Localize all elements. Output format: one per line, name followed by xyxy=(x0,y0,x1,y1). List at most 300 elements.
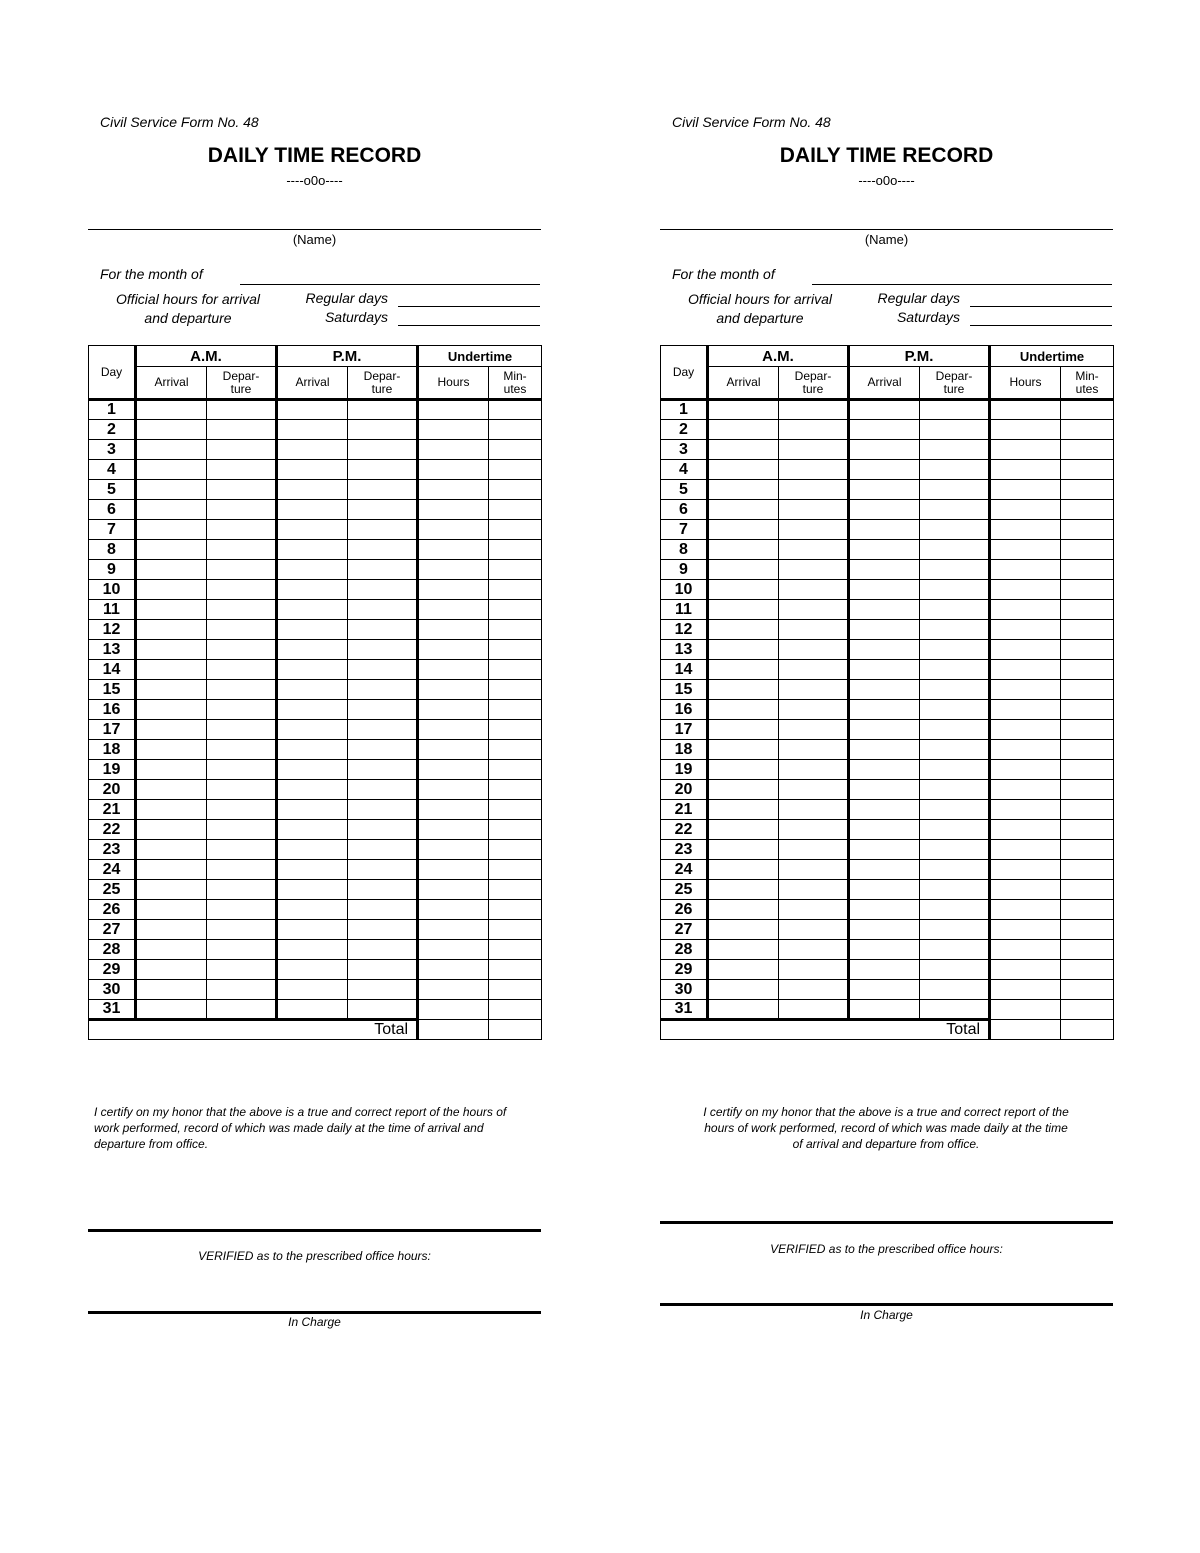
undertime-minutes-cell[interactable] xyxy=(1061,500,1114,520)
pm-arrival-cell[interactable] xyxy=(849,800,920,820)
undertime-minutes-cell[interactable] xyxy=(1061,520,1114,540)
undertime-hours-cell[interactable] xyxy=(990,940,1061,960)
month-field[interactable] xyxy=(240,284,540,285)
am-arrival-cell[interactable] xyxy=(136,880,207,900)
am-arrival-cell[interactable] xyxy=(708,1000,779,1020)
pm-departure-cell[interactable] xyxy=(348,720,418,740)
undertime-hours-cell[interactable] xyxy=(990,700,1061,720)
am-arrival-cell[interactable] xyxy=(136,800,207,820)
am-departure-cell[interactable] xyxy=(207,660,277,680)
pm-arrival-cell[interactable] xyxy=(849,560,920,580)
total-hours-cell[interactable] xyxy=(990,1020,1061,1040)
pm-departure-cell[interactable] xyxy=(920,440,990,460)
am-arrival-cell[interactable] xyxy=(136,840,207,860)
undertime-minutes-cell[interactable] xyxy=(489,980,542,1000)
undertime-minutes-cell[interactable] xyxy=(489,740,542,760)
am-arrival-cell[interactable] xyxy=(136,700,207,720)
pm-arrival-cell[interactable] xyxy=(849,720,920,740)
pm-arrival-cell[interactable] xyxy=(849,400,920,420)
pm-arrival-cell[interactable] xyxy=(849,740,920,760)
am-departure-cell[interactable] xyxy=(779,580,849,600)
pm-departure-cell[interactable] xyxy=(920,700,990,720)
am-arrival-cell[interactable] xyxy=(136,640,207,660)
pm-arrival-cell[interactable] xyxy=(277,880,348,900)
pm-departure-cell[interactable] xyxy=(348,640,418,660)
pm-departure-cell[interactable] xyxy=(920,620,990,640)
undertime-hours-cell[interactable] xyxy=(418,560,489,580)
am-arrival-cell[interactable] xyxy=(136,760,207,780)
am-arrival-cell[interactable] xyxy=(136,540,207,560)
undertime-minutes-cell[interactable] xyxy=(489,460,542,480)
pm-arrival-cell[interactable] xyxy=(277,680,348,700)
pm-departure-cell[interactable] xyxy=(348,460,418,480)
am-departure-cell[interactable] xyxy=(779,880,849,900)
pm-arrival-cell[interactable] xyxy=(849,680,920,700)
undertime-hours-cell[interactable] xyxy=(418,860,489,880)
undertime-minutes-cell[interactable] xyxy=(1061,600,1114,620)
am-arrival-cell[interactable] xyxy=(708,460,779,480)
undertime-hours-cell[interactable] xyxy=(418,440,489,460)
am-departure-cell[interactable] xyxy=(779,600,849,620)
pm-departure-cell[interactable] xyxy=(348,880,418,900)
am-arrival-cell[interactable] xyxy=(708,880,779,900)
am-departure-cell[interactable] xyxy=(207,920,277,940)
pm-arrival-cell[interactable] xyxy=(849,480,920,500)
am-departure-cell[interactable] xyxy=(779,960,849,980)
pm-arrival-cell[interactable] xyxy=(277,500,348,520)
pm-arrival-cell[interactable] xyxy=(849,520,920,540)
pm-arrival-cell[interactable] xyxy=(277,800,348,820)
am-arrival-cell[interactable] xyxy=(136,560,207,580)
in-charge-signature-line[interactable] xyxy=(660,1303,1113,1306)
undertime-hours-cell[interactable] xyxy=(418,640,489,660)
undertime-minutes-cell[interactable] xyxy=(489,760,542,780)
am-departure-cell[interactable] xyxy=(207,900,277,920)
pm-arrival-cell[interactable] xyxy=(277,900,348,920)
am-arrival-cell[interactable] xyxy=(708,640,779,660)
undertime-hours-cell[interactable] xyxy=(418,800,489,820)
undertime-hours-cell[interactable] xyxy=(418,820,489,840)
am-departure-cell[interactable] xyxy=(779,540,849,560)
am-departure-cell[interactable] xyxy=(779,780,849,800)
undertime-minutes-cell[interactable] xyxy=(1061,620,1114,640)
undertime-hours-cell[interactable] xyxy=(990,1000,1061,1020)
pm-departure-cell[interactable] xyxy=(348,760,418,780)
pm-departure-cell[interactable] xyxy=(920,800,990,820)
undertime-minutes-cell[interactable] xyxy=(489,520,542,540)
am-arrival-cell[interactable] xyxy=(136,980,207,1000)
am-departure-cell[interactable] xyxy=(779,560,849,580)
undertime-minutes-cell[interactable] xyxy=(489,880,542,900)
pm-departure-cell[interactable] xyxy=(920,740,990,760)
am-departure-cell[interactable] xyxy=(779,520,849,540)
am-arrival-cell[interactable] xyxy=(708,680,779,700)
undertime-hours-cell[interactable] xyxy=(418,980,489,1000)
am-arrival-cell[interactable] xyxy=(136,720,207,740)
pm-departure-cell[interactable] xyxy=(920,720,990,740)
am-departure-cell[interactable] xyxy=(207,980,277,1000)
am-departure-cell[interactable] xyxy=(207,540,277,560)
pm-departure-cell[interactable] xyxy=(348,1000,418,1020)
am-arrival-cell[interactable] xyxy=(708,940,779,960)
undertime-minutes-cell[interactable] xyxy=(489,620,542,640)
pm-departure-cell[interactable] xyxy=(920,1000,990,1020)
undertime-hours-cell[interactable] xyxy=(990,560,1061,580)
am-departure-cell[interactable] xyxy=(207,460,277,480)
pm-arrival-cell[interactable] xyxy=(849,600,920,620)
am-departure-cell[interactable] xyxy=(207,960,277,980)
undertime-minutes-cell[interactable] xyxy=(489,540,542,560)
pm-arrival-cell[interactable] xyxy=(849,640,920,660)
undertime-hours-cell[interactable] xyxy=(418,780,489,800)
undertime-minutes-cell[interactable] xyxy=(489,420,542,440)
pm-departure-cell[interactable] xyxy=(348,620,418,640)
undertime-hours-cell[interactable] xyxy=(990,580,1061,600)
am-departure-cell[interactable] xyxy=(779,760,849,780)
am-departure-cell[interactable] xyxy=(207,940,277,960)
undertime-minutes-cell[interactable] xyxy=(1061,840,1114,860)
undertime-minutes-cell[interactable] xyxy=(1061,760,1114,780)
pm-departure-cell[interactable] xyxy=(920,840,990,860)
undertime-hours-cell[interactable] xyxy=(990,720,1061,740)
undertime-minutes-cell[interactable] xyxy=(489,660,542,680)
am-departure-cell[interactable] xyxy=(207,700,277,720)
pm-departure-cell[interactable] xyxy=(920,860,990,880)
am-arrival-cell[interactable] xyxy=(136,600,207,620)
am-arrival-cell[interactable] xyxy=(136,660,207,680)
undertime-minutes-cell[interactable] xyxy=(1061,1000,1114,1020)
am-departure-cell[interactable] xyxy=(779,800,849,820)
pm-arrival-cell[interactable] xyxy=(849,780,920,800)
am-departure-cell[interactable] xyxy=(207,740,277,760)
am-departure-cell[interactable] xyxy=(207,880,277,900)
pm-arrival-cell[interactable] xyxy=(849,960,920,980)
pm-departure-cell[interactable] xyxy=(348,520,418,540)
am-arrival-cell[interactable] xyxy=(136,580,207,600)
pm-departure-cell[interactable] xyxy=(348,860,418,880)
undertime-minutes-cell[interactable] xyxy=(1061,780,1114,800)
undertime-hours-cell[interactable] xyxy=(990,640,1061,660)
am-arrival-cell[interactable] xyxy=(136,820,207,840)
undertime-minutes-cell[interactable] xyxy=(489,780,542,800)
undertime-hours-cell[interactable] xyxy=(418,660,489,680)
undertime-minutes-cell[interactable] xyxy=(489,920,542,940)
am-arrival-cell[interactable] xyxy=(136,860,207,880)
pm-arrival-cell[interactable] xyxy=(277,860,348,880)
pm-departure-cell[interactable] xyxy=(920,900,990,920)
undertime-hours-cell[interactable] xyxy=(418,1000,489,1020)
am-arrival-cell[interactable] xyxy=(708,520,779,540)
am-departure-cell[interactable] xyxy=(207,600,277,620)
pm-departure-cell[interactable] xyxy=(920,480,990,500)
undertime-hours-cell[interactable] xyxy=(418,600,489,620)
am-departure-cell[interactable] xyxy=(207,500,277,520)
pm-arrival-cell[interactable] xyxy=(849,620,920,640)
pm-departure-cell[interactable] xyxy=(920,880,990,900)
pm-arrival-cell[interactable] xyxy=(277,940,348,960)
pm-departure-cell[interactable] xyxy=(920,640,990,660)
undertime-hours-cell[interactable] xyxy=(418,480,489,500)
undertime-hours-cell[interactable] xyxy=(418,720,489,740)
undertime-minutes-cell[interactable] xyxy=(1061,660,1114,680)
undertime-hours-cell[interactable] xyxy=(990,920,1061,940)
pm-departure-cell[interactable] xyxy=(348,700,418,720)
undertime-hours-cell[interactable] xyxy=(418,500,489,520)
pm-arrival-cell[interactable] xyxy=(277,980,348,1000)
saturdays-field[interactable] xyxy=(398,325,540,326)
undertime-minutes-cell[interactable] xyxy=(1061,640,1114,660)
am-arrival-cell[interactable] xyxy=(136,900,207,920)
am-departure-cell[interactable] xyxy=(779,400,849,420)
am-arrival-cell[interactable] xyxy=(708,560,779,580)
pm-departure-cell[interactable] xyxy=(920,520,990,540)
undertime-hours-cell[interactable] xyxy=(990,780,1061,800)
undertime-minutes-cell[interactable] xyxy=(489,580,542,600)
am-arrival-cell[interactable] xyxy=(136,920,207,940)
regular-days-field[interactable] xyxy=(398,306,540,307)
am-arrival-cell[interactable] xyxy=(136,680,207,700)
undertime-hours-cell[interactable] xyxy=(990,480,1061,500)
pm-departure-cell[interactable] xyxy=(348,660,418,680)
am-departure-cell[interactable] xyxy=(779,860,849,880)
undertime-minutes-cell[interactable] xyxy=(489,800,542,820)
undertime-minutes-cell[interactable] xyxy=(1061,980,1114,1000)
am-departure-cell[interactable] xyxy=(207,620,277,640)
undertime-hours-cell[interactable] xyxy=(418,940,489,960)
pm-arrival-cell[interactable] xyxy=(849,880,920,900)
pm-arrival-cell[interactable] xyxy=(277,440,348,460)
pm-arrival-cell[interactable] xyxy=(277,780,348,800)
pm-arrival-cell[interactable] xyxy=(277,840,348,860)
am-arrival-cell[interactable] xyxy=(136,1000,207,1020)
pm-arrival-cell[interactable] xyxy=(849,660,920,680)
undertime-hours-cell[interactable] xyxy=(990,740,1061,760)
am-departure-cell[interactable] xyxy=(207,780,277,800)
pm-arrival-cell[interactable] xyxy=(849,440,920,460)
pm-arrival-cell[interactable] xyxy=(277,920,348,940)
undertime-minutes-cell[interactable] xyxy=(489,720,542,740)
pm-departure-cell[interactable] xyxy=(920,920,990,940)
am-departure-cell[interactable] xyxy=(207,860,277,880)
am-arrival-cell[interactable] xyxy=(708,800,779,820)
am-departure-cell[interactable] xyxy=(779,660,849,680)
pm-departure-cell[interactable] xyxy=(920,760,990,780)
pm-arrival-cell[interactable] xyxy=(849,980,920,1000)
undertime-hours-cell[interactable] xyxy=(418,840,489,860)
undertime-minutes-cell[interactable] xyxy=(489,480,542,500)
am-arrival-cell[interactable] xyxy=(136,620,207,640)
pm-arrival-cell[interactable] xyxy=(849,900,920,920)
undertime-hours-cell[interactable] xyxy=(418,540,489,560)
month-field[interactable] xyxy=(812,284,1112,285)
name-field[interactable] xyxy=(660,229,1113,230)
pm-departure-cell[interactable] xyxy=(920,420,990,440)
undertime-minutes-cell[interactable] xyxy=(1061,940,1114,960)
pm-departure-cell[interactable] xyxy=(348,600,418,620)
pm-arrival-cell[interactable] xyxy=(277,660,348,680)
am-arrival-cell[interactable] xyxy=(708,700,779,720)
undertime-minutes-cell[interactable] xyxy=(1061,860,1114,880)
pm-departure-cell[interactable] xyxy=(920,980,990,1000)
pm-arrival-cell[interactable] xyxy=(277,580,348,600)
pm-departure-cell[interactable] xyxy=(348,400,418,420)
am-arrival-cell[interactable] xyxy=(708,840,779,860)
undertime-hours-cell[interactable] xyxy=(990,760,1061,780)
am-arrival-cell[interactable] xyxy=(708,720,779,740)
pm-departure-cell[interactable] xyxy=(920,540,990,560)
undertime-minutes-cell[interactable] xyxy=(489,1000,542,1020)
am-departure-cell[interactable] xyxy=(207,760,277,780)
total-minutes-cell[interactable] xyxy=(489,1020,542,1040)
pm-arrival-cell[interactable] xyxy=(277,400,348,420)
am-departure-cell[interactable] xyxy=(779,900,849,920)
am-arrival-cell[interactable] xyxy=(136,480,207,500)
pm-departure-cell[interactable] xyxy=(348,500,418,520)
undertime-hours-cell[interactable] xyxy=(990,680,1061,700)
am-departure-cell[interactable] xyxy=(779,640,849,660)
total-minutes-cell[interactable] xyxy=(1061,1020,1114,1040)
pm-departure-cell[interactable] xyxy=(920,400,990,420)
am-departure-cell[interactable] xyxy=(779,420,849,440)
am-departure-cell[interactable] xyxy=(207,800,277,820)
pm-arrival-cell[interactable] xyxy=(277,760,348,780)
am-departure-cell[interactable] xyxy=(779,920,849,940)
pm-arrival-cell[interactable] xyxy=(277,620,348,640)
pm-departure-cell[interactable] xyxy=(920,460,990,480)
undertime-minutes-cell[interactable] xyxy=(1061,560,1114,580)
am-departure-cell[interactable] xyxy=(207,440,277,460)
am-arrival-cell[interactable] xyxy=(708,760,779,780)
am-departure-cell[interactable] xyxy=(779,480,849,500)
undertime-minutes-cell[interactable] xyxy=(1061,720,1114,740)
am-arrival-cell[interactable] xyxy=(708,740,779,760)
am-departure-cell[interactable] xyxy=(779,500,849,520)
pm-departure-cell[interactable] xyxy=(348,440,418,460)
am-arrival-cell[interactable] xyxy=(708,860,779,880)
am-arrival-cell[interactable] xyxy=(708,660,779,680)
undertime-hours-cell[interactable] xyxy=(418,960,489,980)
pm-departure-cell[interactable] xyxy=(920,680,990,700)
undertime-minutes-cell[interactable] xyxy=(1061,820,1114,840)
am-departure-cell[interactable] xyxy=(207,640,277,660)
pm-arrival-cell[interactable] xyxy=(277,600,348,620)
am-departure-cell[interactable] xyxy=(779,1000,849,1020)
am-departure-cell[interactable] xyxy=(207,580,277,600)
am-departure-cell[interactable] xyxy=(779,440,849,460)
pm-departure-cell[interactable] xyxy=(348,800,418,820)
undertime-minutes-cell[interactable] xyxy=(489,900,542,920)
pm-arrival-cell[interactable] xyxy=(277,720,348,740)
undertime-hours-cell[interactable] xyxy=(990,840,1061,860)
am-departure-cell[interactable] xyxy=(779,680,849,700)
pm-departure-cell[interactable] xyxy=(348,900,418,920)
am-departure-cell[interactable] xyxy=(779,620,849,640)
pm-departure-cell[interactable] xyxy=(348,840,418,860)
am-departure-cell[interactable] xyxy=(207,680,277,700)
employee-signature-line[interactable] xyxy=(88,1229,541,1232)
undertime-minutes-cell[interactable] xyxy=(489,440,542,460)
am-arrival-cell[interactable] xyxy=(136,740,207,760)
am-departure-cell[interactable] xyxy=(207,400,277,420)
pm-departure-cell[interactable] xyxy=(920,600,990,620)
pm-arrival-cell[interactable] xyxy=(849,760,920,780)
undertime-hours-cell[interactable] xyxy=(990,520,1061,540)
pm-arrival-cell[interactable] xyxy=(277,540,348,560)
am-departure-cell[interactable] xyxy=(207,840,277,860)
am-arrival-cell[interactable] xyxy=(708,400,779,420)
undertime-hours-cell[interactable] xyxy=(990,800,1061,820)
pm-arrival-cell[interactable] xyxy=(277,820,348,840)
undertime-minutes-cell[interactable] xyxy=(489,960,542,980)
undertime-hours-cell[interactable] xyxy=(990,420,1061,440)
undertime-minutes-cell[interactable] xyxy=(1061,960,1114,980)
pm-arrival-cell[interactable] xyxy=(849,460,920,480)
am-arrival-cell[interactable] xyxy=(136,400,207,420)
undertime-hours-cell[interactable] xyxy=(990,600,1061,620)
pm-departure-cell[interactable] xyxy=(348,820,418,840)
am-arrival-cell[interactable] xyxy=(136,500,207,520)
pm-arrival-cell[interactable] xyxy=(277,460,348,480)
am-arrival-cell[interactable] xyxy=(708,480,779,500)
am-arrival-cell[interactable] xyxy=(708,820,779,840)
pm-arrival-cell[interactable] xyxy=(277,520,348,540)
pm-departure-cell[interactable] xyxy=(348,420,418,440)
am-departure-cell[interactable] xyxy=(779,940,849,960)
pm-arrival-cell[interactable] xyxy=(277,1000,348,1020)
pm-arrival-cell[interactable] xyxy=(849,940,920,960)
pm-departure-cell[interactable] xyxy=(348,480,418,500)
am-departure-cell[interactable] xyxy=(207,1000,277,1020)
am-arrival-cell[interactable] xyxy=(136,440,207,460)
pm-arrival-cell[interactable] xyxy=(849,820,920,840)
am-departure-cell[interactable] xyxy=(779,720,849,740)
undertime-hours-cell[interactable] xyxy=(990,540,1061,560)
undertime-hours-cell[interactable] xyxy=(418,880,489,900)
pm-arrival-cell[interactable] xyxy=(277,960,348,980)
pm-arrival-cell[interactable] xyxy=(277,480,348,500)
undertime-hours-cell[interactable] xyxy=(418,580,489,600)
pm-departure-cell[interactable] xyxy=(348,960,418,980)
undertime-minutes-cell[interactable] xyxy=(489,500,542,520)
undertime-minutes-cell[interactable] xyxy=(489,600,542,620)
undertime-minutes-cell[interactable] xyxy=(1061,480,1114,500)
am-arrival-cell[interactable] xyxy=(708,900,779,920)
undertime-minutes-cell[interactable] xyxy=(1061,920,1114,940)
pm-departure-cell[interactable] xyxy=(348,920,418,940)
undertime-minutes-cell[interactable] xyxy=(489,680,542,700)
undertime-hours-cell[interactable] xyxy=(418,400,489,420)
am-arrival-cell[interactable] xyxy=(708,780,779,800)
undertime-hours-cell[interactable] xyxy=(990,500,1061,520)
undertime-minutes-cell[interactable] xyxy=(1061,900,1114,920)
regular-days-field[interactable] xyxy=(970,306,1112,307)
pm-arrival-cell[interactable] xyxy=(277,560,348,580)
am-arrival-cell[interactable] xyxy=(136,460,207,480)
undertime-hours-cell[interactable] xyxy=(418,760,489,780)
pm-departure-cell[interactable] xyxy=(920,500,990,520)
undertime-minutes-cell[interactable] xyxy=(489,820,542,840)
pm-departure-cell[interactable] xyxy=(348,680,418,700)
undertime-minutes-cell[interactable] xyxy=(1061,740,1114,760)
undertime-minutes-cell[interactable] xyxy=(1061,580,1114,600)
undertime-minutes-cell[interactable] xyxy=(489,700,542,720)
in-charge-signature-line[interactable] xyxy=(88,1311,541,1314)
am-departure-cell[interactable] xyxy=(207,480,277,500)
am-arrival-cell[interactable] xyxy=(708,580,779,600)
am-departure-cell[interactable] xyxy=(779,980,849,1000)
undertime-hours-cell[interactable] xyxy=(990,960,1061,980)
am-arrival-cell[interactable] xyxy=(708,600,779,620)
